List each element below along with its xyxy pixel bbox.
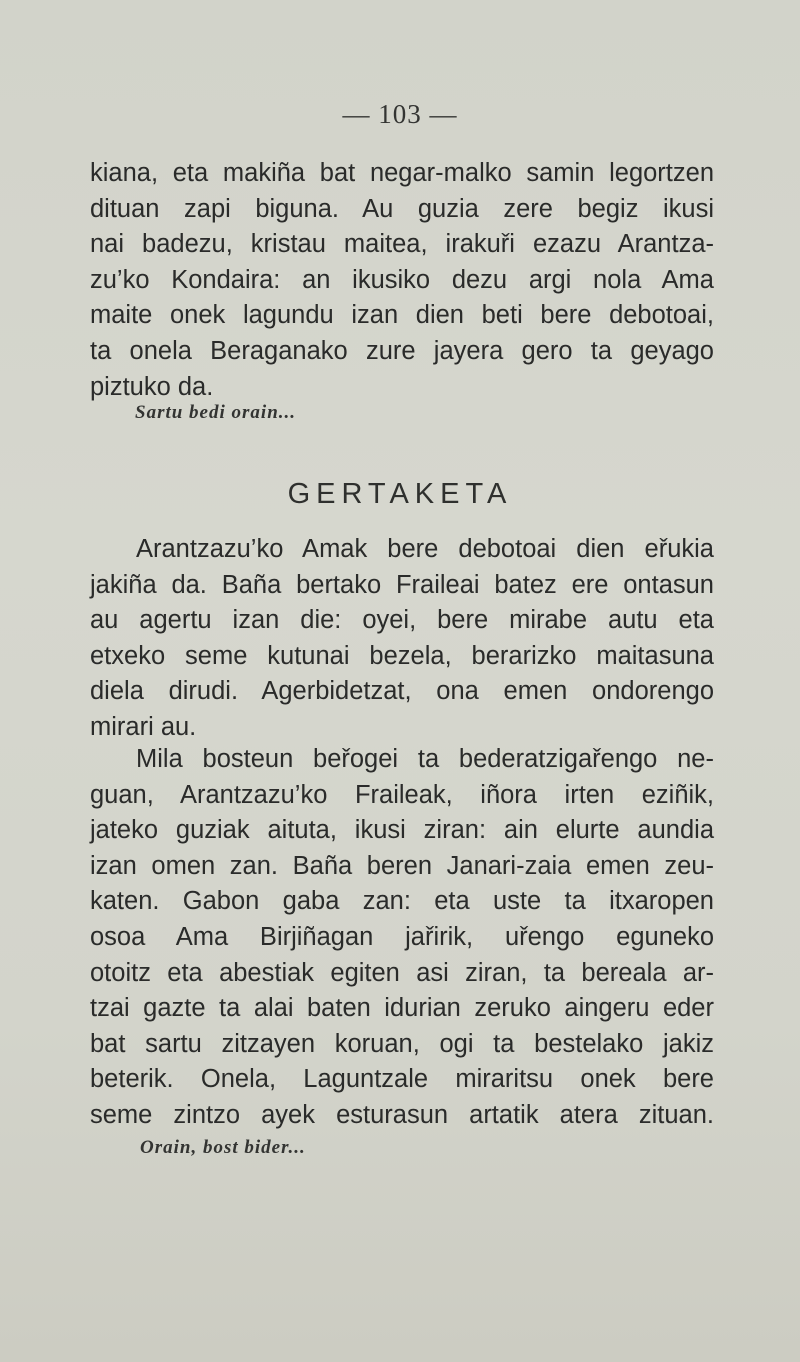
text-line: Mila bosteun beřogei ta bederatzigařengo ne- (136, 745, 714, 773)
story-paragraph-1 (90, 532, 714, 746)
text-line: kiana, eta makiña bat negar-malko samin legortzen (90, 159, 714, 187)
text-line: jateko guziak aituta, ikusi ziran: ain elurte aundia (90, 816, 714, 845)
text-line: jakiña da. Baña bertako Fraileai batez ere ontasun (90, 570, 714, 599)
text-line: seme zintzo ayek esturasun artatik atera zituan. (90, 1100, 714, 1129)
text-line: Arantzazu’ko Amak bere debotoai dien eřukia (136, 535, 714, 563)
text-line: piztuko da. (90, 372, 214, 401)
text-line: diela dirudi. Agerbidetzat, ona emen ondorengo (90, 677, 714, 706)
text-line: beterik. Onela, Laguntzale miraritsu onek bere (90, 1065, 714, 1094)
text-line: izan omen zan. Baña beren Janari-zaia emen zeu- (90, 851, 714, 880)
intro-signoff: Sartu bedi orain... (135, 402, 297, 423)
text-line: tzai gazte ta alai baten idurian zeruko aingeru eder (90, 994, 714, 1023)
text-line: au agertu izan die: oyei, bere mirabe autu eta (90, 606, 714, 635)
text-line: nai badezu, kristau maitea, irakuři ezazu Arantza- (90, 230, 714, 259)
text-line: guan, Arantzazu’ko Fraileak, iñora irten eziñik, (90, 780, 714, 809)
text-line: dituan zapi biguna. Au guzia zere begiz ikusi (90, 194, 714, 223)
intro-paragraph (90, 156, 714, 405)
text-line: ta onela Beraganako zure jayera gero ta geyago (90, 336, 714, 365)
text-line: osoa Ama Birjiñagan jařirik, uřengo eguneko (90, 922, 714, 951)
text-line: katen. Gabon gaba zan: eta uste ta itxaropen (90, 887, 714, 916)
text-line: mirari au. (90, 712, 197, 741)
text-line: maite onek lagundu izan dien beti bere debotoai, (90, 301, 714, 330)
text-line: zu’ko Kondaira: an ikusiko dezu argi nola Ama (90, 265, 714, 294)
story-paragraph-2 (90, 742, 714, 1134)
text-line: bat sartu zitzayen koruan, ogi ta bestelako jakiz (90, 1029, 714, 1058)
section-title: GERTAKETA (287, 478, 513, 510)
text-line: otoitz eta abestiak egiten asi ziran, ta bereala ar- (90, 958, 714, 987)
text-line: etxeko seme kutunai bezela, berarizko maitasuna (90, 641, 714, 670)
story-signoff: Orain, bost bider... (140, 1137, 306, 1158)
page-number: — 103 — (342, 99, 458, 129)
